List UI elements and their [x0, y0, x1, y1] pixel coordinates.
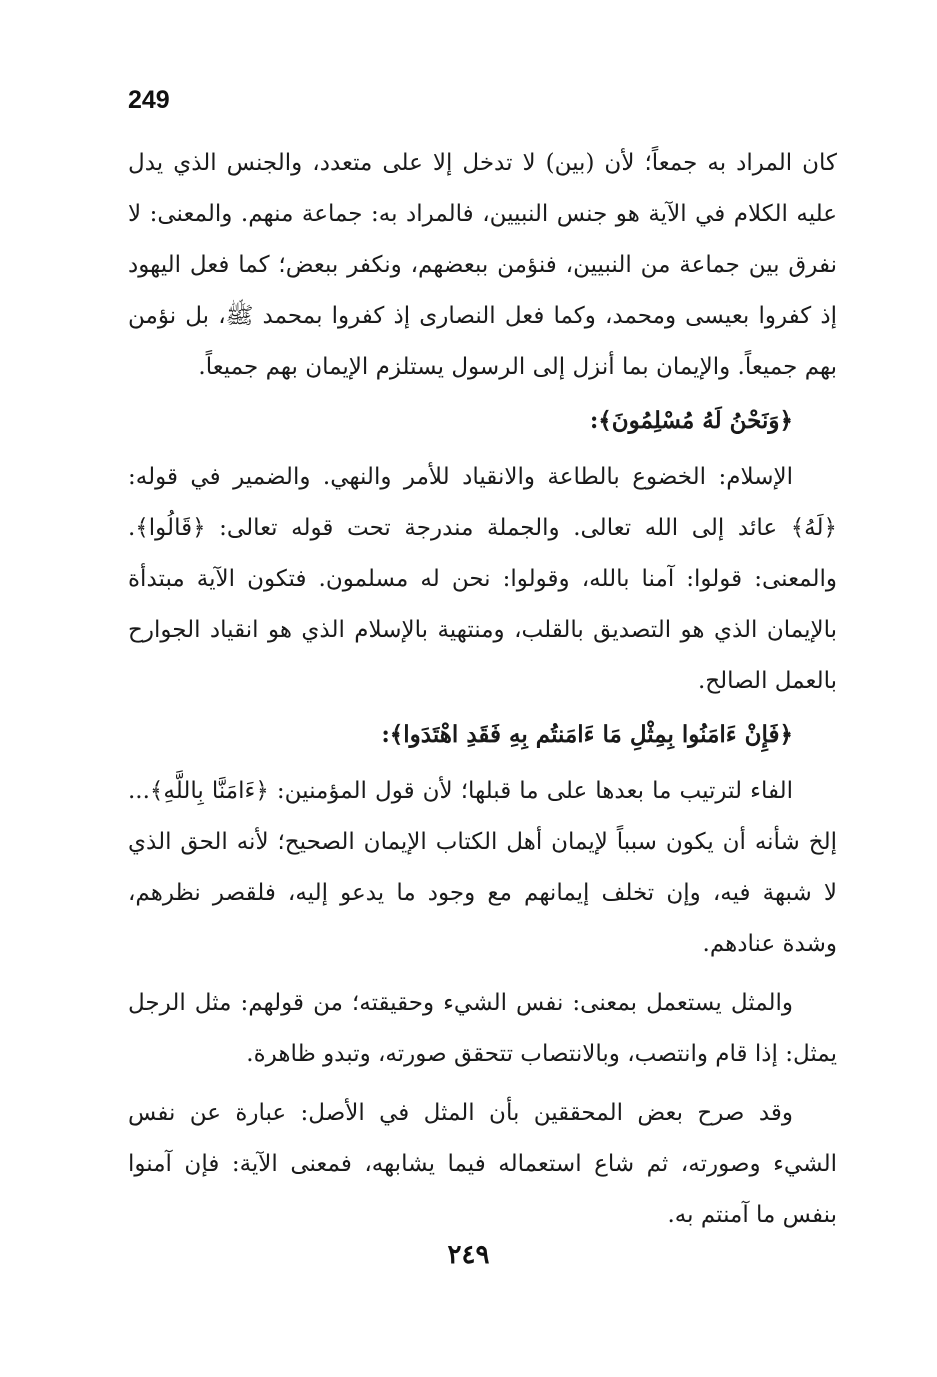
paragraph-mithl: والمثل يستعمل بمعنى: نفس الشيء وحقيقته؛ من قولهم: مثل الرجل يمثل: إذا قام وانتصب، وبالانتصاب تتحقق صورته، وتبدو ظاهرة.	[128, 990, 837, 1067]
paragraph-intro: كان المراد به جمعاً؛ لأن (بين) لا تدخل إلا على متعدد، والجنس الذي يدل عليه الكلام في الآية هو جنس النبيين، فالمراد به: جماعة منهم. والمعنى: لا نفرق بين جماعة من النبيين، فنؤمن ببعضهم، ونكفر ببعض؛ كما فعل اليهود إذ كفروا بعيسى ومحمد، وكما فعل النصارى إذ كفروا بمحمد ﷺ، بل نؤمن بهم جميعاً. والإيمان بما أنزل إلى الرسول يستلزم الإيمان بهم جميعاً.	[128, 150, 837, 380]
page-number-arabic: ٢٤٩	[447, 1240, 490, 1270]
page-body	[128, 138, 837, 1241]
quran-verse-heading: ﴿فَإِنْ ءَامَنُوا بِمِثْلِ مَا ءَامَنتُم بِهِ فَقَدِ اهْتَدَوا﴾:	[381, 721, 793, 748]
paragraph-islam: الإسلام: الخضوع بالطاعة والانقياد للأمر والنهي. والضمير في قوله: ﴿لَهُ﴾ عائد إلى الله تعالى. والجملة مندرجة تحت قوله تعالى: ﴿قَالُوا﴾. والمعنى: قولوا: آمنا بالله، وقولوا: نحن له مسلمون. فتكون الآية مبتدأة بالإيمان الذي هو التصديق بالقلب، ومنتهية بالإسلام الذي هو انقياد الجوارح بالعمل الصالح.	[128, 464, 837, 694]
page-number-latin: 249	[128, 86, 170, 114]
paragraph-fa: الفاء لترتيب ما بعدها على ما قبلها؛ لأن قول المؤمنين: ﴿ءَامَنَّا بِاللَّهِ﴾... إلخ شأنه أن يكون سبباً لإيمان أهل الكتاب الإيمان الصحيح؛ لأنه الحق الذي لا شبهة فيه، وإن تخلف إيمانهم مع وجود ما يدعو إليه، فلقصر نظرهم، وشدة عنادهم.	[128, 778, 837, 957]
quran-verse-heading: ﴿وَنَحْنُ لَهُ مُسْلِمُونَ﴾:	[589, 407, 793, 434]
paragraph-muhaqqiqin: وقد صرح بعض المحققين بأن المثل في الأصل: عبارة عن نفس الشيء وصورته، ثم شاع استعماله فيما يشابهه، فمعنى الآية: فإن آمنوا بنفس ما آمنتم به.	[128, 1100, 837, 1228]
